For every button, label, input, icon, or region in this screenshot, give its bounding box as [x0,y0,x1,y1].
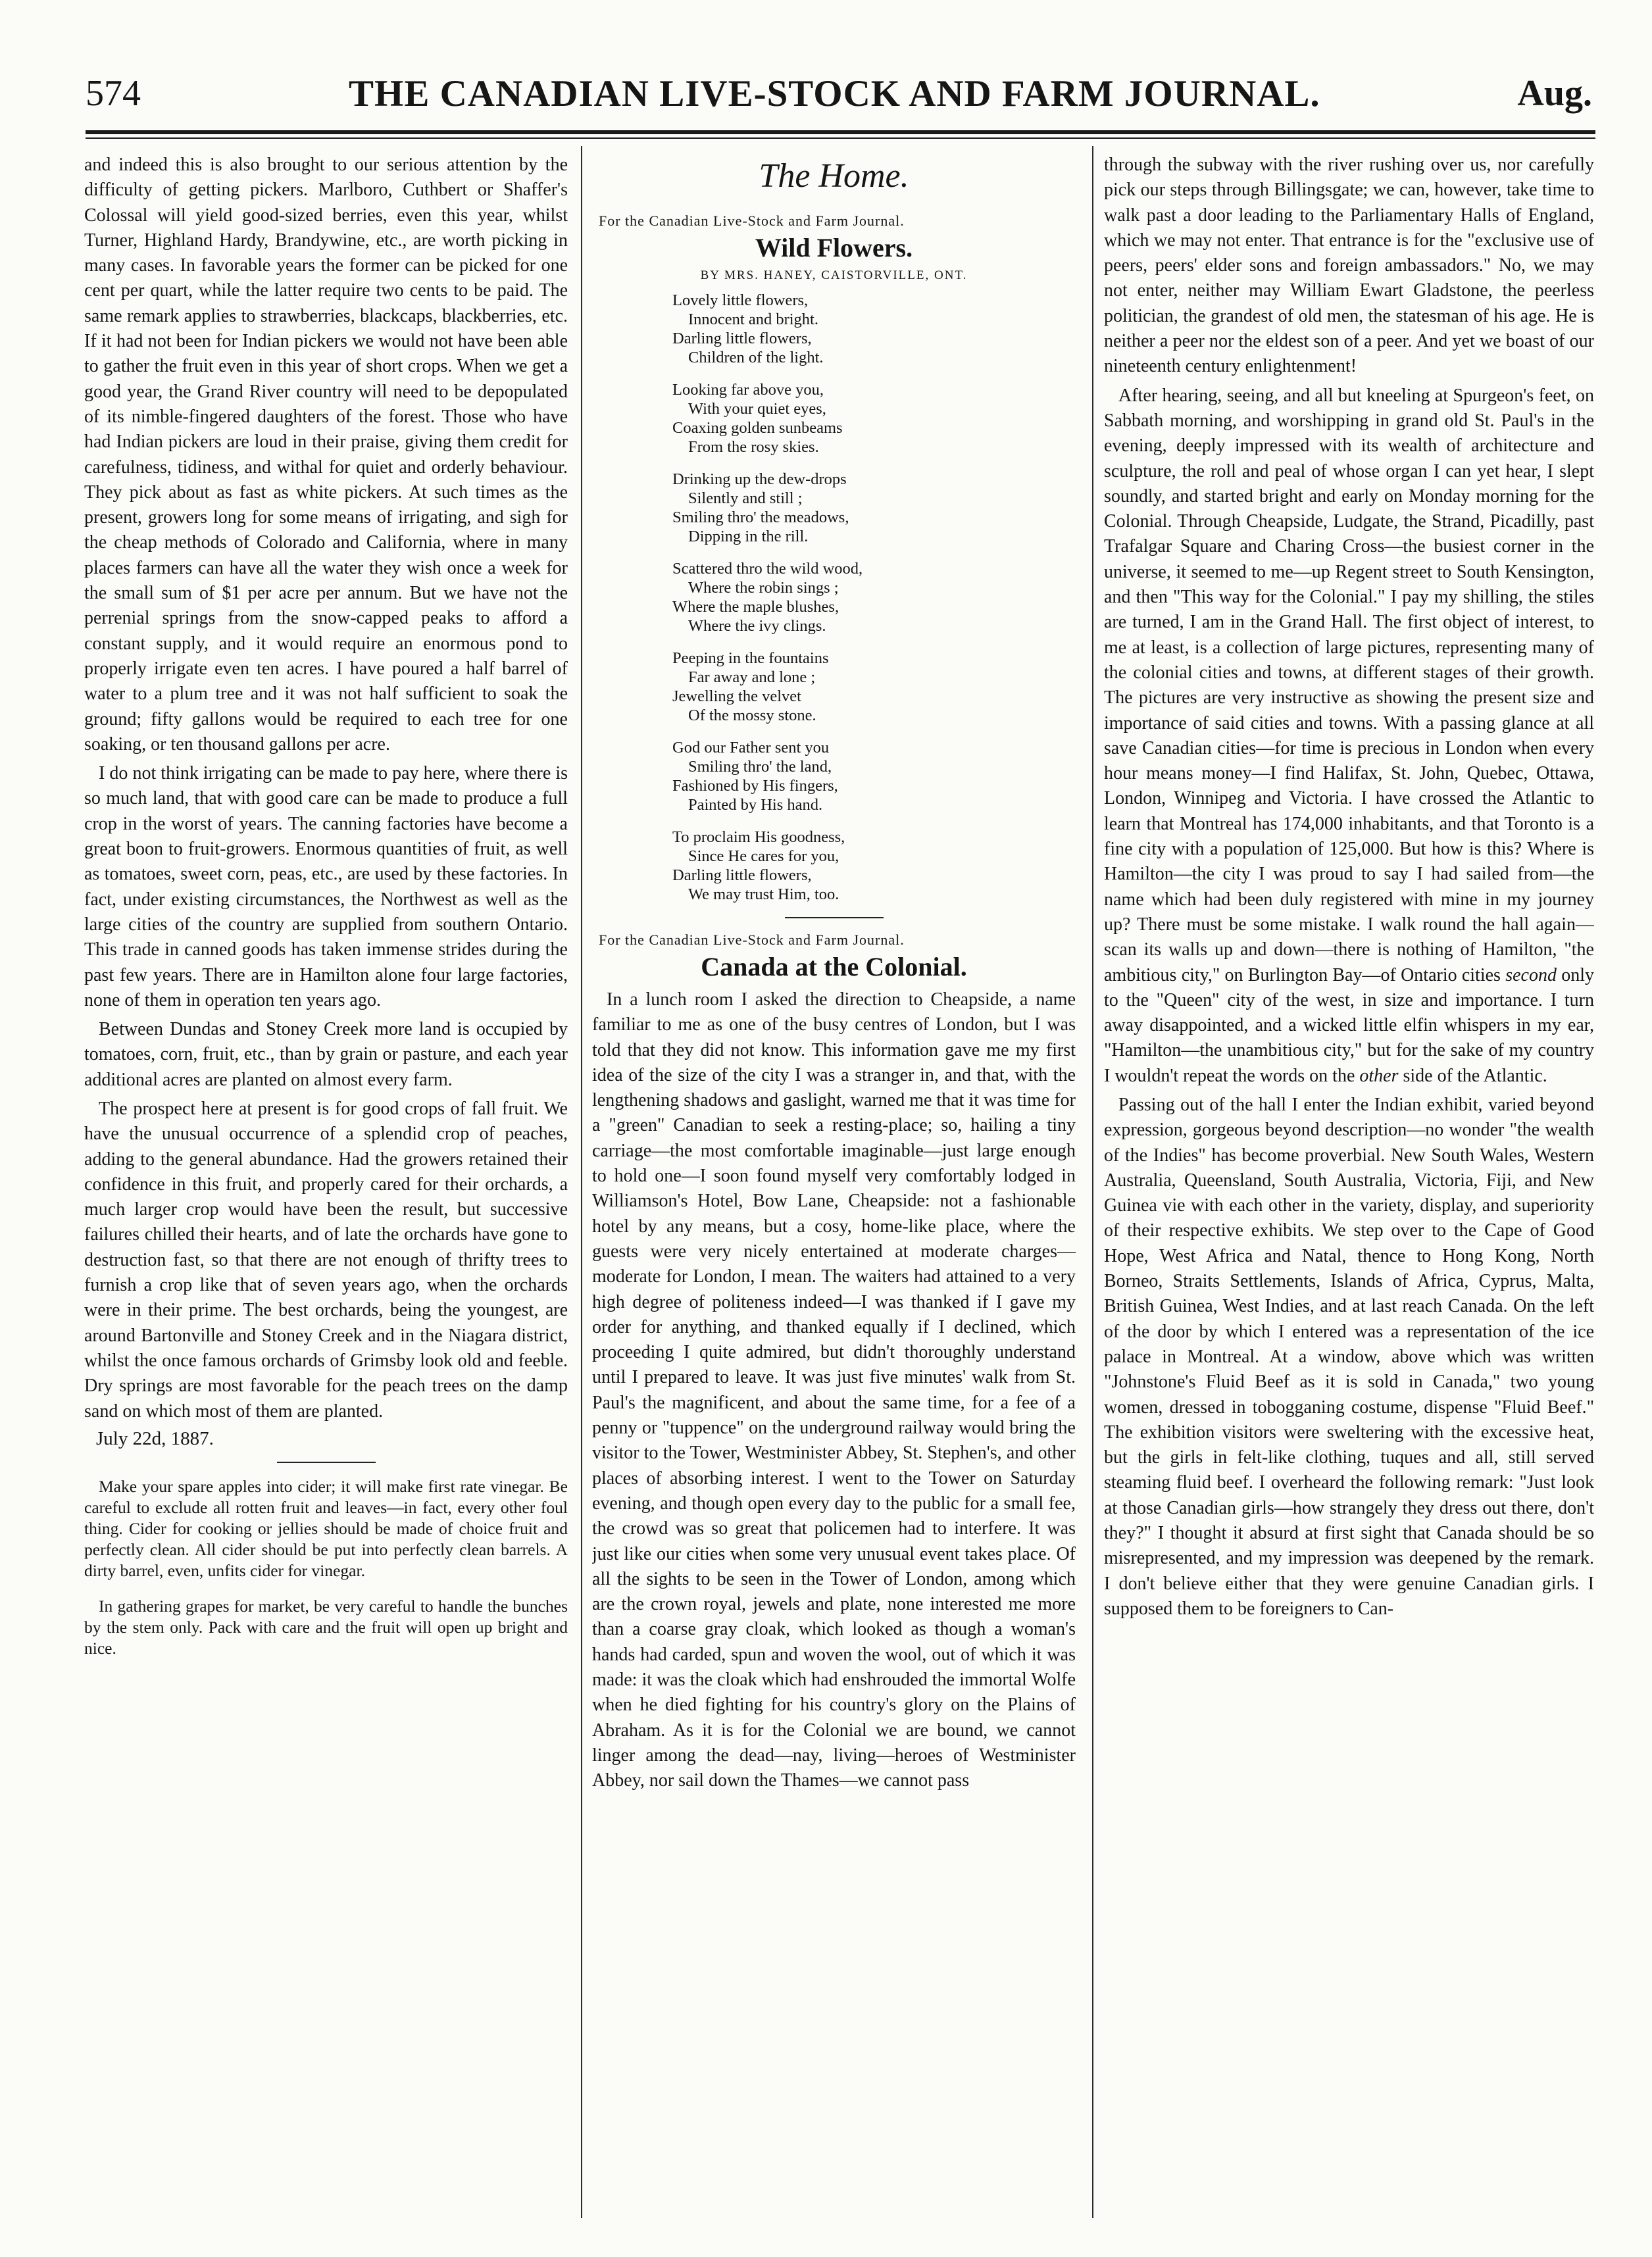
article-credit: For the Canadian Live-Stock and Farm Journal. [599,931,905,948]
column-divider [1092,146,1093,2218]
poem-stanza [672,559,1076,635]
poem-title: Wild Flowers. [755,233,913,262]
poem-line: Silently and still ; [688,489,803,507]
masthead [86,72,1592,125]
column-middle [592,153,1076,2205]
poem-line: Looking far above you, [672,381,824,399]
poem-line: Scattered thro the wild wood, [672,560,863,578]
poem-line: Smiling thro' the land, [688,758,832,776]
poem-line: Smiling thro' the meadows, [672,508,849,526]
header-rule [86,130,1595,134]
text-run: only to the "Queen" city of the west, in size and importance. I turn away disappointed, and a wicked little elfin whispers in my ear, "Hamilton—the unambitious city," but for the sake of my country I wouldn't repeat the words on the [1104,964,1594,1086]
poem-line: Fashioned by His fingers, [672,777,838,795]
journal-title: THE CANADIAN LIVE-STOCK AND FARM JOURNAL. [349,73,1320,114]
poem-line: Where the ivy clings. [688,617,826,635]
poem-stanza [672,738,1076,814]
poem-stanza [672,470,1076,546]
poem-stanza [672,828,1076,904]
paragraph: and indeed this is also brought to our serious attention by the difficulty of getting pickers. Marlboro, Cuthbert or Shaffer's Colossal will yield good-sized berries, even this year, whilst Turner, Highland Hardy, Brandywine, etc., are worth picking in many cases. In favorable years the former can be picked for one cent per quart, while the latter require two cents to be paid. The same remark applies to strawberries, blackcaps, blackberries, etc. If it had not been for Indian pickers we would not have been able to gather the fruit even in this year of short crops. When we get a good year, the Grand River country will need to be depopulated of its nimble-fingered daughters of the forest. Those who have had Indian pickers are loud in their praise, giving them credit for carefulness, tidiness, and withal for quiet and orderly behaviour. They pick about as fast as white pickers. At such times as the present, growers long for some means of irrigating, and sigh for the cheap methods of Colorado and California, where in many places farmers can have all the water they wish once a week for the small sum of $1 per acre per annum. But we have not the perrenial springs from the snow-capped peaks to afford a constant supply, and it would require an enormous pond to properly irrigate even ten acres. I have poured a half barrel of water to a plum tree and it was not half sufficient to soak the ground; fifty gallons would be required to each tree for one soaking, or ten thousand gallons per acre. [84,155,568,755]
poem-line: Jewelling the velvet [672,687,801,705]
poem-line: Innocent and bright. [688,310,818,328]
note-paragraph: Make your spare apples into cider; it will make first rate vinegar. Be careful to exclude all rotten fruit and leaves—in fact, every other foul thing. Cider for cooking or jellies should be made of choice fruit and perfectly clean. All cider should be put into perfectly clean barrels. A dirty barrel, even, unfits cider for vinegar. [84,1476,568,1580]
paragraph: through the subway with the river rushing over us, nor carefully pick our steps through Billingsgate; we can, however, take time to walk past a door leading to the Parliamentary Halls of England, which we may not enter. That entrance is for the "exclusive use of peers, peers' elder sons and foreign ambassadors." No, we may not enter, neither may William Ewart Gladstone, the peerless politician, the grandest of old men, the statesman of his age. He is neither a peer nor the eldest son of a peer. And yet we boast of our nineteenth century enlightenment! [1104,155,1594,377]
column-left [84,153,568,2205]
poem-line: Darling little flowers, [672,330,812,347]
divider-rule [277,1462,376,1463]
poem-byline: BY MRS. HANEY, CAISTORVILLE, ONT. [700,268,968,282]
poem-line: Drinking up the dew-drops [672,470,847,488]
poem-line: Painted by His hand. [688,796,823,814]
paragraph: In a lunch room I asked the direction to Cheapside, a name familiar to me as one of the busy centres of London, but I was told that they did not know. This information gave me my first idea of the size of the city I was a stranger in, and that, with the lengthening shadows and gaslight, warned me that it was time for a "green" Canadian to seek a resting-place; so, hailing a tiny carriage—the most comfortable imaginable—just large enough to hold one—I soon found myself very comfortably lodged in Williamson's Hotel, Bow Lane, Cheapside: not a fashionable hotel by any means, but a cosy, home-like place, where the guests were very nicely entertained at moderate charges—moderate for London, I mean. The waiters had attained to a very high degree of politeness indeed—I was thanked if I gave my order for anything, and thanked equally if I declined, which proceeding I quite admired, but didn't thoroughly understand until I prepared to leave. It was just five minutes' walk from St. Paul's the magnificent, and about the same time, for a fee of a penny or "tuppence" on the underground railway would bring the visitor to the Tower, Westminister Abbey, St. Stephen's, and other places of absorbing interest. I went to the Tower on Saturday evening, and though open every day to the public for a small fee, the crowd was so great that policemen had to interfere. It was just like our cities when some very unusual event takes place. Of all the sights to be seen in the Tower of London, among which are the crown royal, jewels and plate, none interested me more than a coarse gray cloak, which looked as though a woman's hands had carded, spun and woven the wool, out of which it was made: it was the cloak which had enshrouded the immortal Wolfe when he died fighting for his country's glory on the Plains of Abraham. As it is for the Colonial we are bound, we cannot linger among the dead—nay, living—heroes of Westminister Abbey, nor sail down the Thames—we cannot pass [592,989,1076,1791]
dateline: July 22d, 1887. [96,1427,214,1449]
poem-line: God our Father sent you [672,739,830,756]
poem-line: Of the mossy stone. [688,707,816,724]
poem-line: From the rosy skies. [688,438,819,456]
poem-line: Darling little flowers, [672,866,812,884]
poem-line: Coaxing golden sunbeams [672,419,843,437]
poem-credit: For the Canadian Live-Stock and Farm Journal. [599,212,905,229]
poem-line: Lovely little flowers, [672,291,809,309]
poem [672,291,1076,904]
emphasis: second [1505,964,1557,985]
paragraph: I do not think irrigating can be made to pay here, where there is so much land, that with good care can be made to produce a full crop in the worst of years. The canning factories have become a great boon to fruit-growers. Enormous quantities of fruit, as well as tomatoes, sweet corn, peas, etc., are used by these factories. In fact, under existing circumstances, the Northwest as well as the large cities of the country are supplied from southern Ontario. This trade in canned goods has taken immense strides during the past few years. There are in Hamilton alone four large factories, none of them in operation ten years ago. [84,763,568,1010]
poem-line: Dipping in the rill. [688,528,809,545]
note-paragraph: In gathering grapes for market, be very careful to handle the bunches by the stem only. Pack with care and the fruit will open up bright and nice. [84,1596,568,1658]
poem-line: Children of the light. [688,349,824,366]
section-title: The Home. [759,157,909,195]
page-number: 574 [86,73,141,114]
poem-line: Where the maple blushes, [672,598,839,616]
text-run: side of the Atlantic. [1403,1065,1547,1086]
header-rule-thin [86,137,1595,139]
emphasis: other [1359,1065,1399,1086]
poem-line: We may trust Him, too. [688,885,839,903]
column-divider [581,146,582,2218]
poem-line: To proclaim His goodness, [672,828,845,846]
paragraph: The prospect here at present is for good crops of fall fruit. We have the unusual occurrence of a splendid crop of peaches, adding to the general abundance. Had the growers retained their confidence in this fruit, and properly cared for their orchards, a much larger crop would have been the result, but successive failures chilled their hearts, and of late the orchards have gone to destruction fast, so that there are not enough of thrifty trees to furnish a crop like that of seven years ago, when the orchards were in their prime. The best orchards, being the youngest, are around Bartonville and Stoney Creek and in the Niagara district, whilst the once famous orchards of Grimsby look old and feeble. Dry springs are most favorable for the peach trees on the damp sand on which most of them are planted. [84,1098,568,1422]
paragraph: Between Dundas and Stoney Creek more land is occupied by tomatoes, corn, fruit, etc., than by grain or pasture, and each year additional acres are planted on almost every farm. [84,1019,568,1090]
issue-month: Aug. [1517,73,1592,114]
poem-line: Since He cares for you, [688,847,839,865]
paragraph [1104,384,1594,1089]
divider-rule [785,917,884,918]
text-run: After hearing, seeing, and all but kneeling at Spurgeon's feet, on Sabbath morning, and worshipping in grand old St. Paul's in the evening, deeply impressed with its wealth of architecture and sculpture, the roll and peal of whose organ I can yet hear, I slept soundly, and started bright and early on Monday morning for the Colonial. Through Cheapside, Ludgate, the Strand, Picadilly, past Trafalgar Square and Charing Cross—the busiest corner in the universe, it seemed to me—up Regent street to South Kensington, and then "This way for the Colonial." I pay my shilling, the stiles are turned, I am in the Grand Hall. The first object of interest, to me at least, is a collection of large pictures, representing many of the colonial cities and towns, at different stages of their growth. The pictures are very instructive as showing the present size and importance of said cities and towns. With a passing glance at all save Canadian cities—for time is precious in London when every hour means money—I find Halifax, St. John, Quebec, Ottawa, London, Winnipeg and Victoria. I have crossed the Atlantic to learn that Montreal has 174,000 inhabitants, and that Toronto is a fine city with a population of 125,000. But how is this? Where is Hamilton—the city I was proud to say I had sailed from—the name which had been duly registered with mine in my journey up? There must be some mistake. I walk round the hall again—scan its walls up and down—there is nothing of Hamilton, "the ambitious city," on Burlington Bay—of Ontario cities [1104,385,1594,985]
poem-line: Where the robin sings ; [688,579,839,597]
poem-stanza [672,380,1076,457]
column-right [1104,153,1594,2205]
poem-line: Far away and lone ; [688,668,816,686]
article-title: Canada at the Colonial. [701,952,967,981]
poem-line: Peeping in the fountains [672,649,829,667]
paragraph: Passing out of the hall I enter the Indian exhibit, varied beyond expression, gorgeous beyond description—no wonder "the wealth of the Indies" has become proverbial. New South Wales, Western Australia, Queensland, South Australia, Victoria, Fiji, and New Guinea vie with each other in the variety, display, and superiority of their respective exhibits. We step over to the Cape of Good Hope, West Africa and Natal, thence to Hong Kong, North Borneo, Straits Settlements, Islands of Africa, Cyprus, Malta, British Guinea, West Indies, and at last reach Canada. On the left of the door by which I entered was a representation of the ice palace in Montreal. At a window, above which was written "Johnstone's Fluid Beef as it is sold in Canada," two young women, dressed in tobogganing costume, dispense "Fluid Beef." The exhibition visitors were sweltering with the excessive heat, but the girls in felt-like clothing, tuques and all, still served steaming fluid beef. I overheard the following remark: "Just look at those Canadian girls—how strangely they dress out there, don't they?" I thought it absurd at first sight that Canada should be so misrepresented, and my impression was deepened by the remark. I don't believe either that they were genuine Canadian girls. I supposed them to be foreigners to Can- [1104,1094,1594,1619]
poem-stanza [672,649,1076,725]
poem-stanza [672,291,1076,367]
poem-line: With your quiet eyes, [688,400,826,418]
